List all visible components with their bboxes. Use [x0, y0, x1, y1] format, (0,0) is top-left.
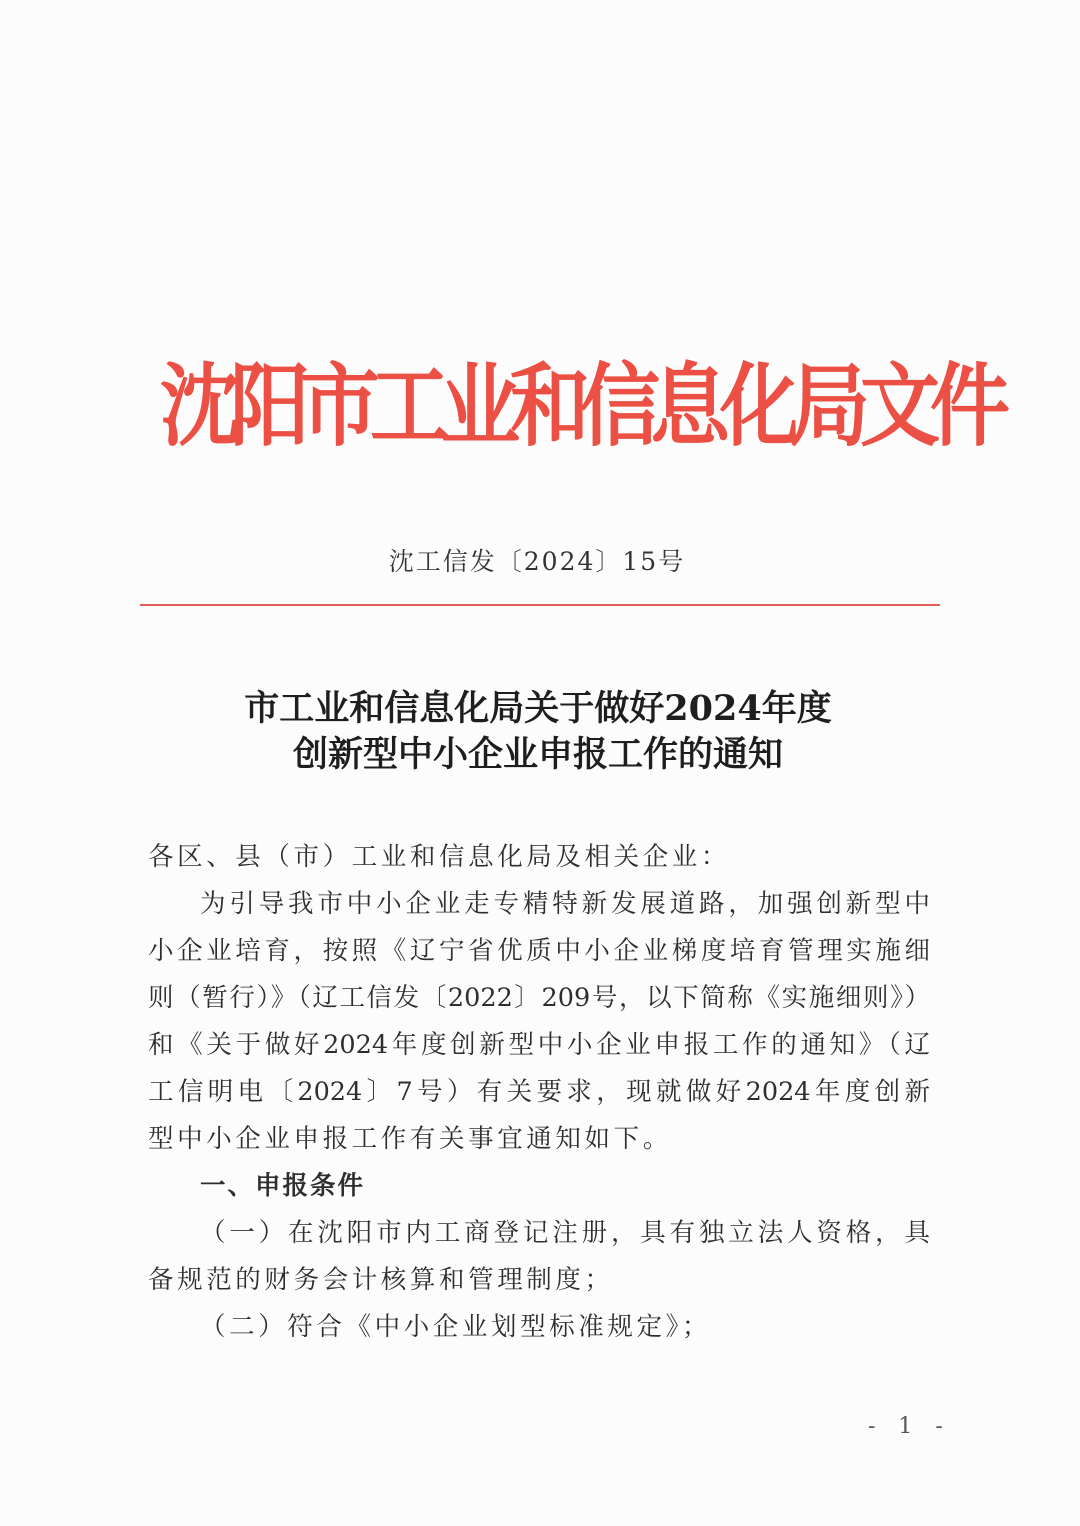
- masthead-char: 沈: [160, 354, 240, 459]
- intro-paragraph-line: 小企业培育，按照《辽宁省优质中小企业梯度培育管理实施细: [148, 936, 930, 966]
- masthead-char: 息: [650, 354, 730, 459]
- intro-paragraph-line: 则（暂行）》（辽工信发〔2022〕209号，以下简称《实施细则》）: [148, 983, 930, 1013]
- notice-title-line-2: 创新型中小企业申报工作的通知: [292, 734, 783, 775]
- masthead-char: 化: [720, 354, 800, 459]
- masthead-char: 阳: [230, 354, 310, 459]
- condition-item-line: （一）在沈阳市内工商登记注册，具有独立法人资格，具: [200, 1218, 930, 1248]
- masthead-char: 文: [860, 354, 940, 459]
- addressee-line: 各区、县（市）工业和信息化局及相关企业：: [148, 842, 731, 872]
- notice-body: [148, 834, 938, 1351]
- masthead-char: 件: [930, 354, 1010, 459]
- intro-paragraph-line: 和《关于做好2024年度创新型中小企业申报工作的通知》（辽: [148, 1030, 930, 1060]
- masthead-char: 信: [580, 354, 660, 459]
- masthead-char: 和: [510, 354, 590, 459]
- document-number: [0, 542, 1080, 578]
- condition-item-line: 备规范的财务会计核算和管理制度；: [148, 1265, 614, 1295]
- condition-item-line: （二）符合《中小企业划型标准规定》；: [200, 1312, 712, 1342]
- notice-title: [0, 686, 1080, 778]
- masthead-char: 局: [790, 354, 870, 459]
- intro-paragraph-line: 型中小企业申报工作有关事宜通知如下。: [148, 1124, 672, 1154]
- intro-paragraph-line: 工信明电〔2024〕7号）有关要求，现就做好2024年度创新: [148, 1077, 930, 1107]
- section-heading: 一、申报条件: [200, 1171, 366, 1201]
- intro-paragraph-line: 为引导我市中小企业走专精特新发展道路，加强创新型中: [200, 889, 930, 919]
- red-divider-rule: [140, 604, 940, 606]
- document-number-text: 沈工信发〔2024〕15号: [388, 547, 686, 576]
- page-number: - 1 -: [868, 1414, 951, 1439]
- notice-title-line-1: 市工业和信息化局关于做好2024年度: [244, 688, 832, 729]
- masthead-title: [160, 345, 1010, 468]
- masthead-char: 市: [300, 354, 380, 459]
- masthead-char: 工: [370, 354, 450, 459]
- masthead-char: 业: [440, 354, 520, 459]
